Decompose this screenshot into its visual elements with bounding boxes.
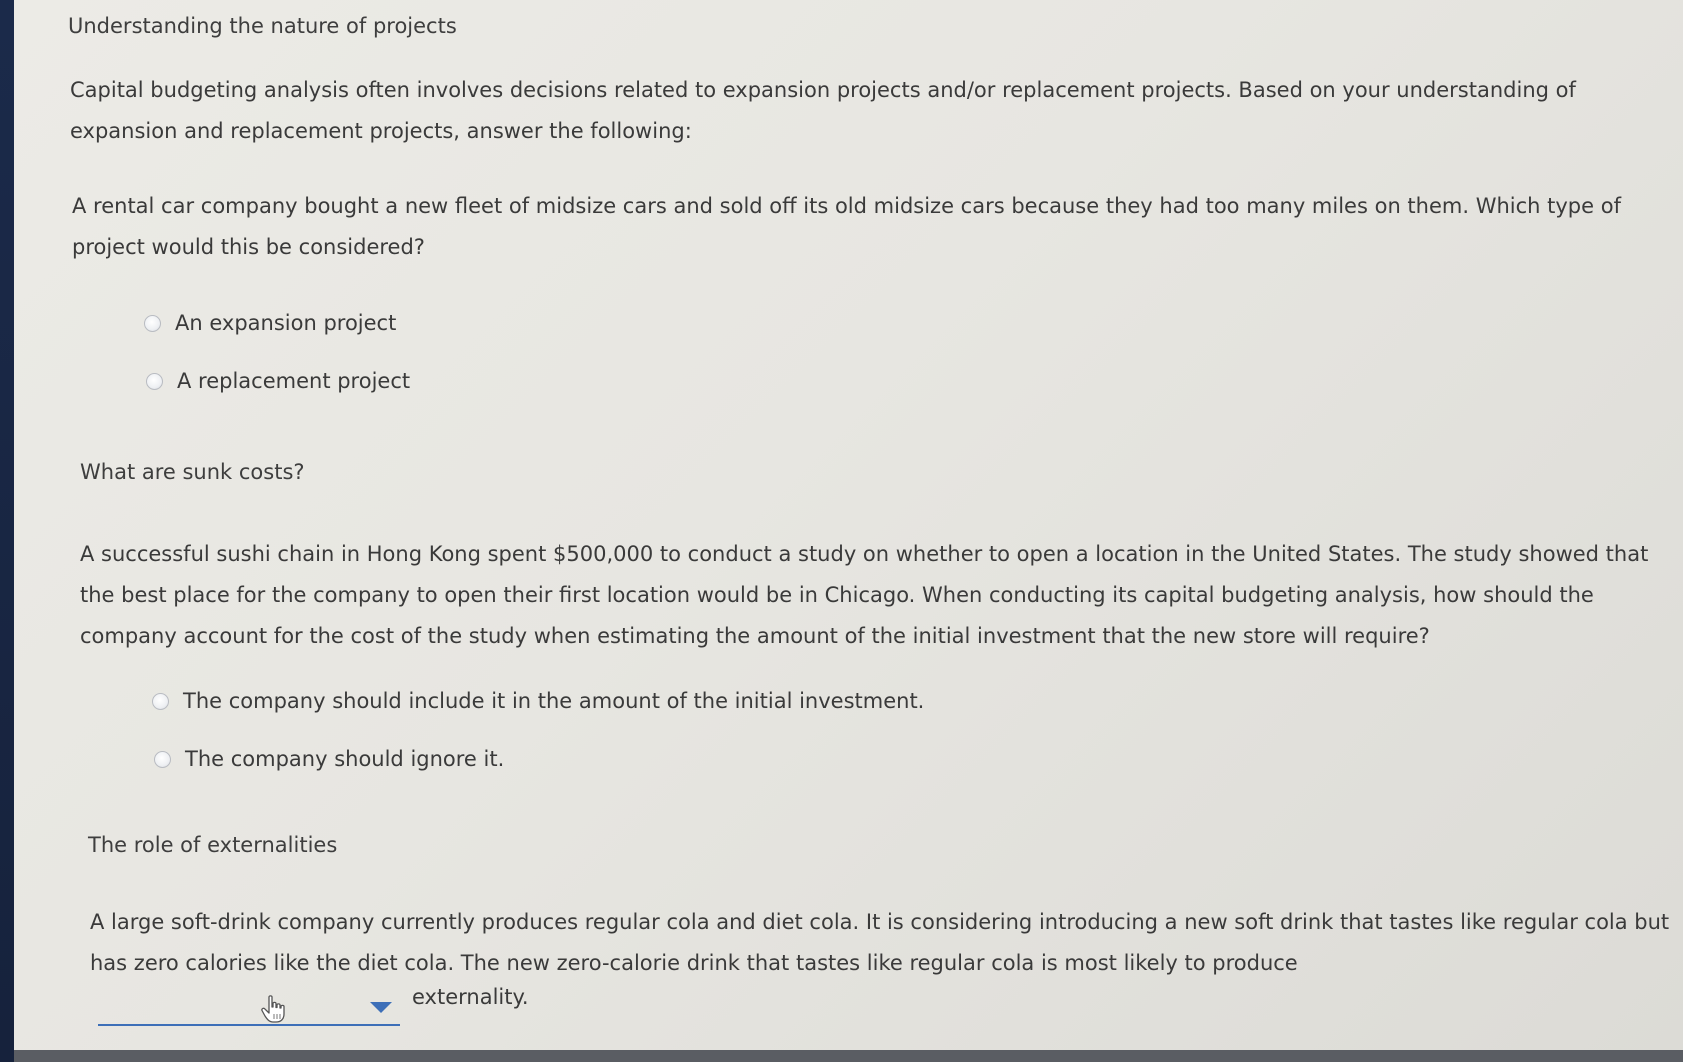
- option-expansion-label: An expansion project: [175, 311, 397, 335]
- section-title-externalities: The role of externalities: [88, 833, 338, 857]
- intro-line-2: expansion and replacement projects, answer the following:: [70, 119, 692, 143]
- option-ignore-cost[interactable]: [154, 747, 504, 771]
- option-replacement-label: A replacement project: [177, 369, 411, 393]
- soft-drink-question: [90, 902, 1683, 984]
- radio-expansion[interactable]: [144, 315, 161, 332]
- radio-replacement[interactable]: [146, 373, 163, 390]
- section-title-projects: Understanding the nature of projects: [68, 14, 457, 38]
- sushi-question-line-3: company account for the cost of the study when estimating the amount of the initial investment that the new store will require?: [80, 624, 1430, 648]
- soft-drink-line-2: has zero calories like the diet cola. The new zero-calorie drink that tastes like regular cola is most likely to produce: [90, 951, 1298, 975]
- option-replacement-project[interactable]: [146, 369, 410, 393]
- option-ignore-label: The company should ignore it.: [185, 747, 505, 771]
- sushi-question-line-1: A successful sushi chain in Hong Kong spent $500,000 to conduct a study on whether to open a location in the United States. The study showed that: [80, 542, 1649, 566]
- externality-suffix: externality.: [412, 985, 529, 1009]
- radio-include[interactable]: [152, 693, 169, 710]
- option-include-label: The company should include it in the amount of the initial investment.: [183, 689, 925, 713]
- externality-type-dropdown[interactable]: [98, 992, 400, 1026]
- section-title-sunk-costs: What are sunk costs?: [80, 460, 305, 484]
- intro-line-1: Capital budgeting analysis often involves decisions related to expansion projects and/or replacement projects. Based on your understanding of: [70, 78, 1576, 102]
- hand-pointer-icon: [260, 994, 286, 1024]
- sushi-question: [80, 534, 1680, 657]
- option-expansion-project[interactable]: [144, 311, 396, 335]
- rental-car-question: [72, 186, 1672, 268]
- dropdown-arrow-icon[interactable]: [370, 1002, 392, 1013]
- option-include-cost[interactable]: [152, 689, 924, 713]
- soft-drink-line-1: A large soft-drink company currently produces regular cola and diet cola. It is considering introducing a new soft drink that tastes like regular cola but: [90, 910, 1670, 934]
- bottom-edge: [14, 1050, 1683, 1062]
- radio-ignore[interactable]: [154, 751, 171, 768]
- rental-question-line-2: project would this be considered?: [72, 235, 425, 259]
- sushi-question-line-2: the best place for the company to open their first location would be in Chicago. When conducting its capital budgeting analysis, how should the: [80, 583, 1594, 607]
- rental-question-line-1: A rental car company bought a new fleet of midsize cars and sold off its old midsize cars because they had too many miles on them. Which type of: [72, 194, 1621, 218]
- question-page: [14, 0, 1683, 1050]
- intro-paragraph: [70, 70, 1670, 152]
